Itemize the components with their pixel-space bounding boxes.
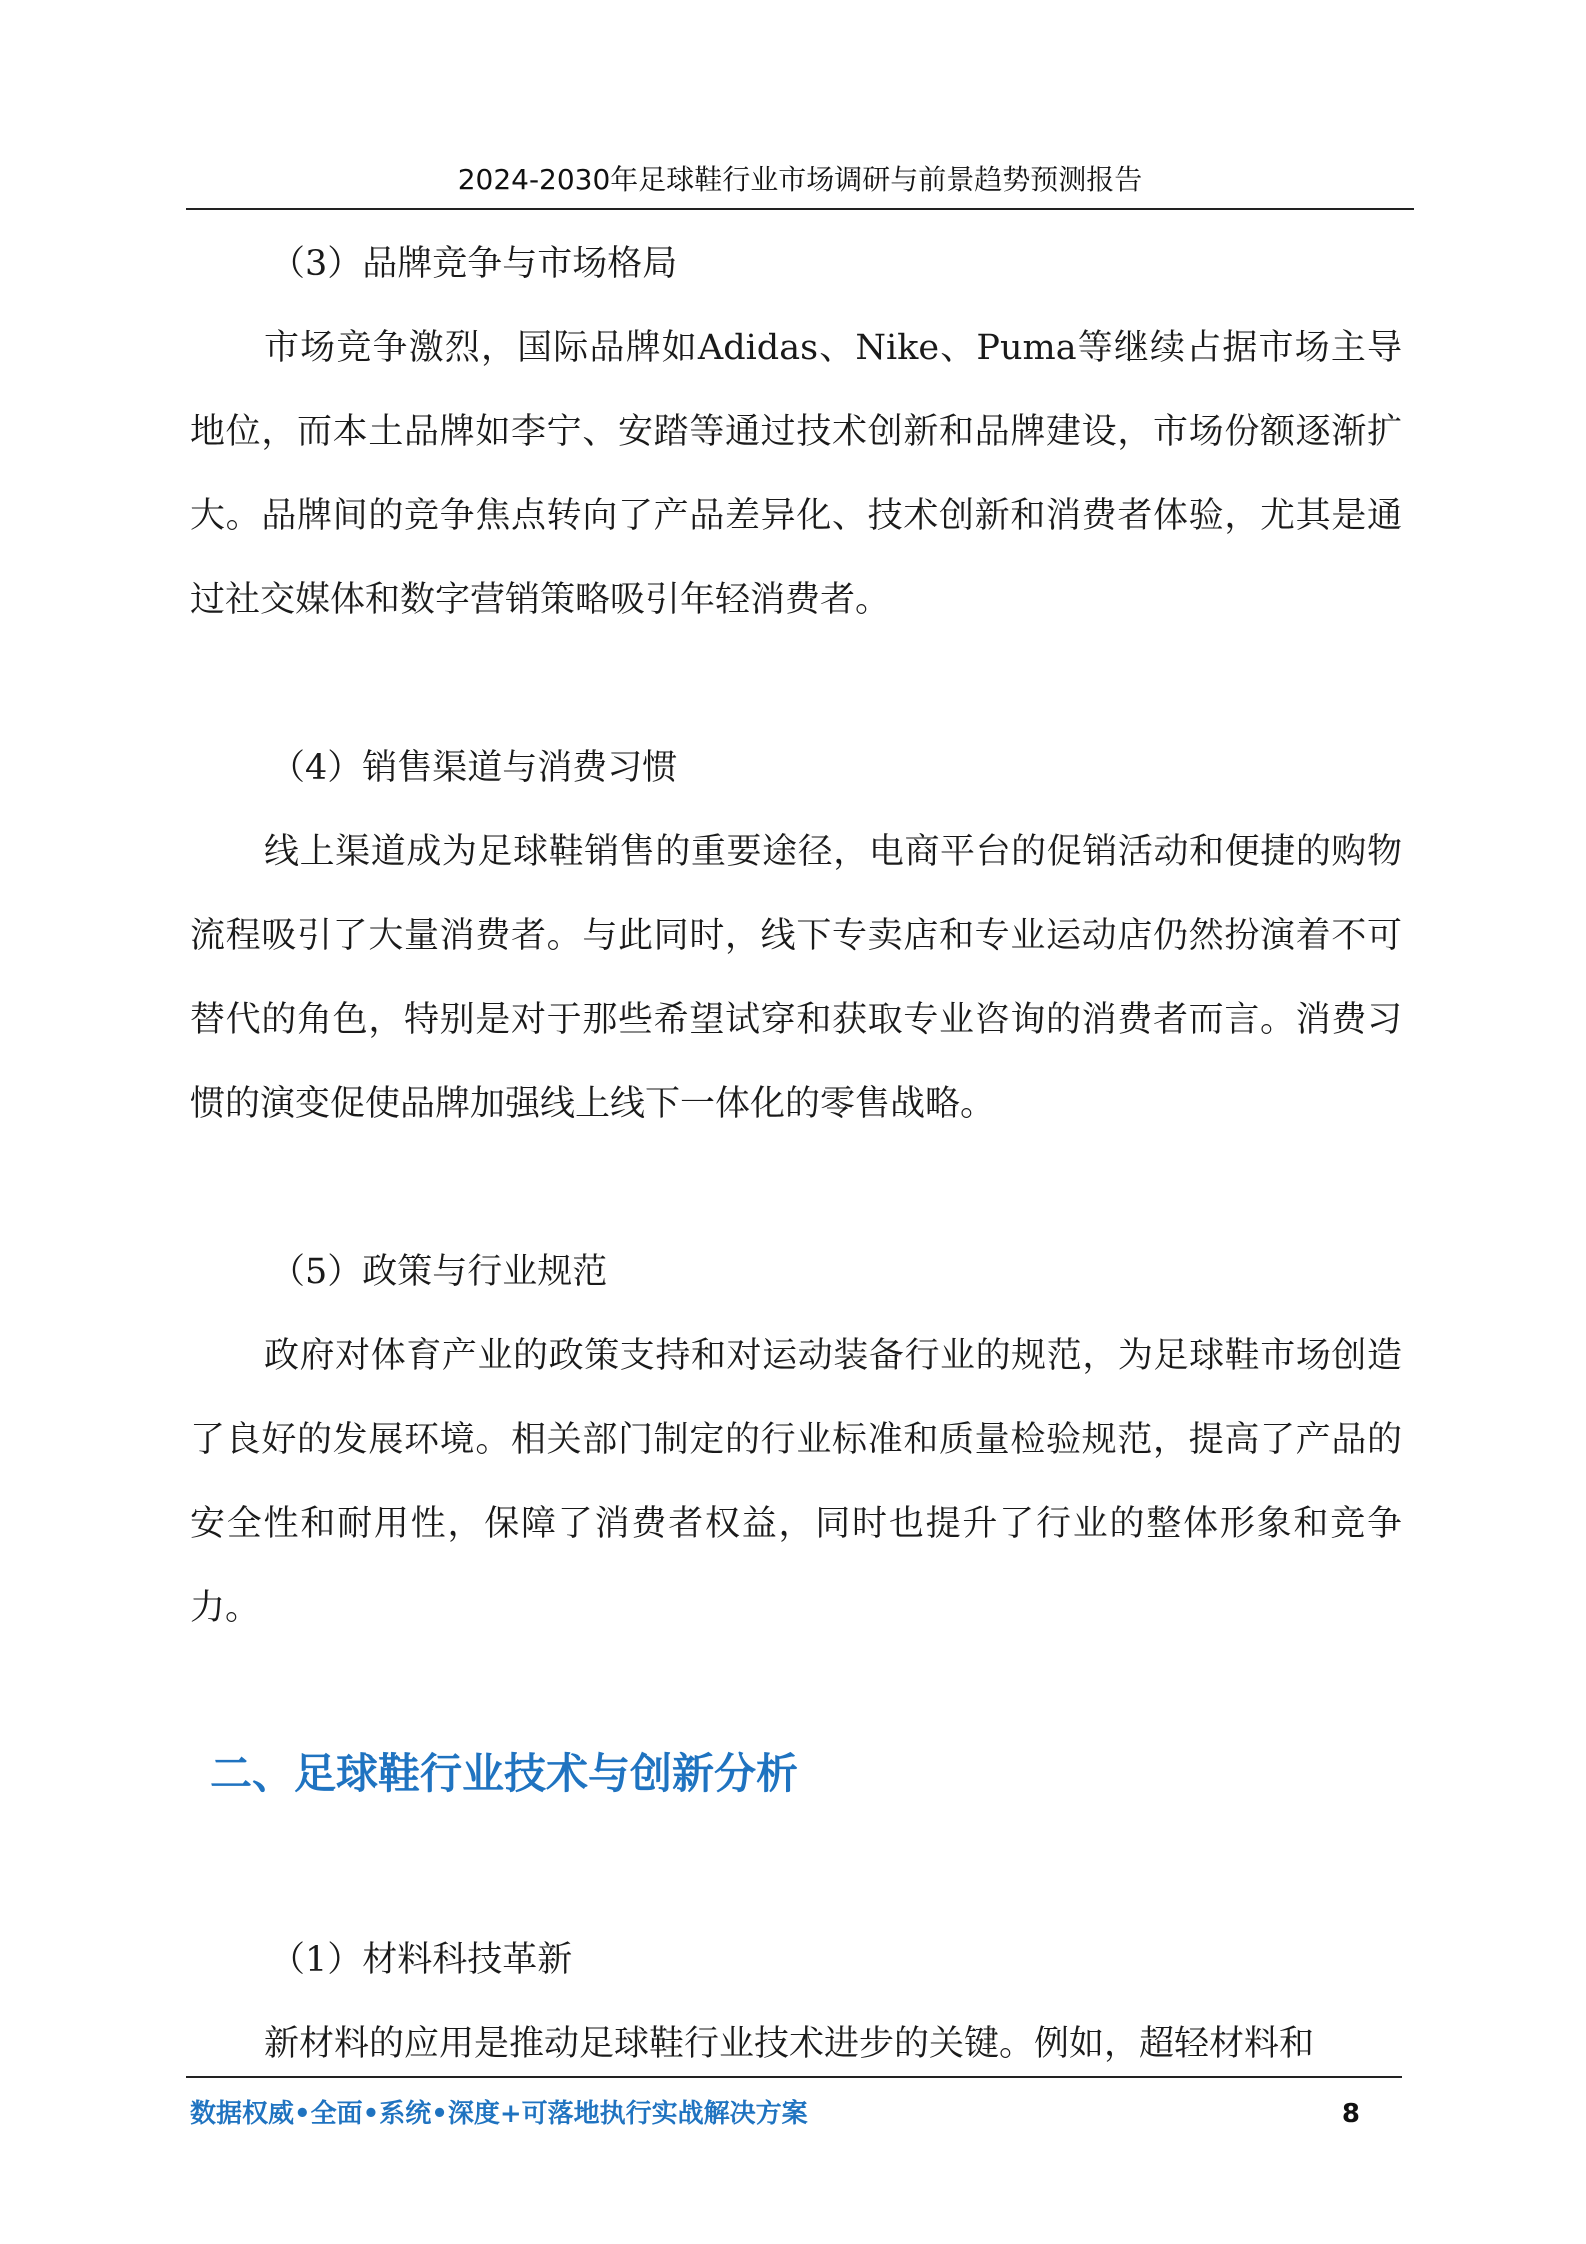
footer-divider (186, 2076, 1402, 2078)
section-2-1-body: 新材料的应用是推动足球鞋行业技术进步的关键。例如，超轻材料和 (264, 2024, 1315, 2064)
section-4-heading: （4）销售渠道与消费习惯 (270, 748, 678, 788)
spacer (190, 1146, 1402, 1230)
spacer (190, 642, 1402, 726)
section-2-1-heading: （1）材料科技革新 (270, 1940, 573, 1980)
spacer (190, 1650, 1402, 1734)
section-4-body: 线上渠道成为足球鞋销售的重要途径，电商平台的促销活动和便捷的购物流程吸引了大量消费者。与此同时，线下专卖店和专业运动店仍然扮演着不可替代的角色，特别是对于那些希望试穿和获取专业咨询的消费者而言。消费习惯的演变促使品牌加强线上线下一体化的零售战略。 (190, 832, 1402, 1124)
page-number: 8 (1341, 2099, 1360, 2129)
section-5-heading: （5）政策与行业规范 (270, 1252, 608, 1292)
spacer (190, 1814, 1402, 1918)
page-header-title: 2024-2030年足球鞋行业市场调研与前景趋势预测报告 (457, 163, 1143, 196)
header-divider (186, 208, 1414, 210)
section-3-body: 市场竞争激烈，国际品牌如Adidas、Nike、Puma等继续占据市场主导地位，而本土品牌如李宁、安踏等通过技术创新和品牌建设，市场份额逐渐扩大。品牌间的竞争焦点转向了产品差异化、技术创新和消费者体验，尤其是通过社交媒体和数字营销策略吸引年轻消费者。 (190, 328, 1402, 620)
section-5-body: 政府对体育产业的政策支持和对运动装备行业的规范，为足球鞋市场创造了良好的发展环境。相关部门制定的行业标准和质量检验规范，提高了产品的安全性和耐用性，保障了消费者权益，同时也提升了行业的整体形象和竞争力。 (190, 1336, 1402, 1628)
section-3-heading: （3）品牌竞争与市场格局 (270, 244, 678, 284)
footer-slogan: 数据权威•全面•系统•深度+可落地执行实战解决方案 (190, 2099, 808, 2129)
page-content (190, 222, 1402, 2086)
chapter-2-title: 二、足球鞋行业技术与创新分析 (210, 1749, 799, 1798)
